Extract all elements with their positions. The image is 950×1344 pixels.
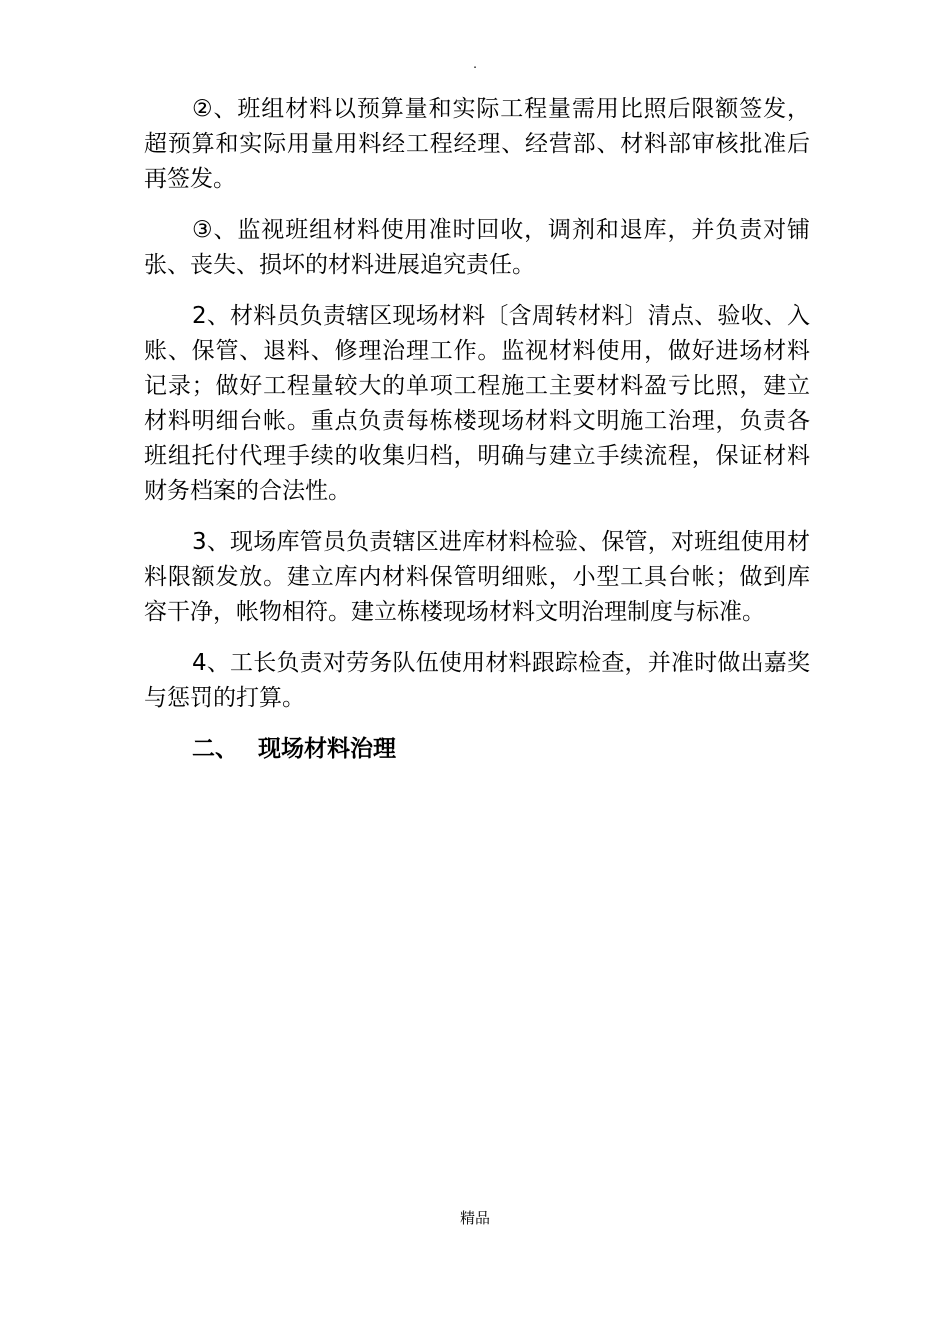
paragraph-material-clerk: 2、材料员负责辖区现场材料〔含周转材料〕清点、验收、入账、保管、退料、修理治理工作。监视材料使用，做好进场材料记录；做好工程量较大的单项工程施工主要材料盈亏比照，建立材料明细台帐。重点负责每栋楼现场材料文明施工治理，负责各班组托付代理手续的收集归档，明确与建立手续流程，保证材料财务档案的合法性。 (144, 303, 810, 504)
paragraph-material-recovery: ③、监视班组材料使用准时回收，调剂和退库，并负责对铺张、丧失、损坏的材料进展追究责任。 (144, 217, 810, 278)
section-number: 二、 (192, 736, 238, 762)
document-body (144, 92, 810, 767)
section-title: 现场材料治理 (258, 736, 396, 762)
paragraph-foreman: 4、工长负责对劳务队伍使用材料跟踪检查，并准时做出嘉奖与惩罚的打算。 (144, 650, 810, 711)
paragraph-material-issue: ②、班组材料以预算量和实际工程量需用比照后限额签发，超预算和实际用量用料经工程经理、经营部、材料部审核批准后再签发。 (144, 96, 810, 192)
page-footer-label: 精品 (459, 1209, 490, 1227)
paragraph-warehouse-keeper: 3、现场库管员负责辖区进库材料检验、保管，对班组使用材料限额发放。建立库内材料保管明细账，小型工具台帐；做到库容干净，帐物相符。建立栋楼现场材料文明治理制度与标准。 (144, 529, 810, 625)
page-header-mark: . (473, 57, 477, 71)
section-heading (144, 732, 810, 767)
